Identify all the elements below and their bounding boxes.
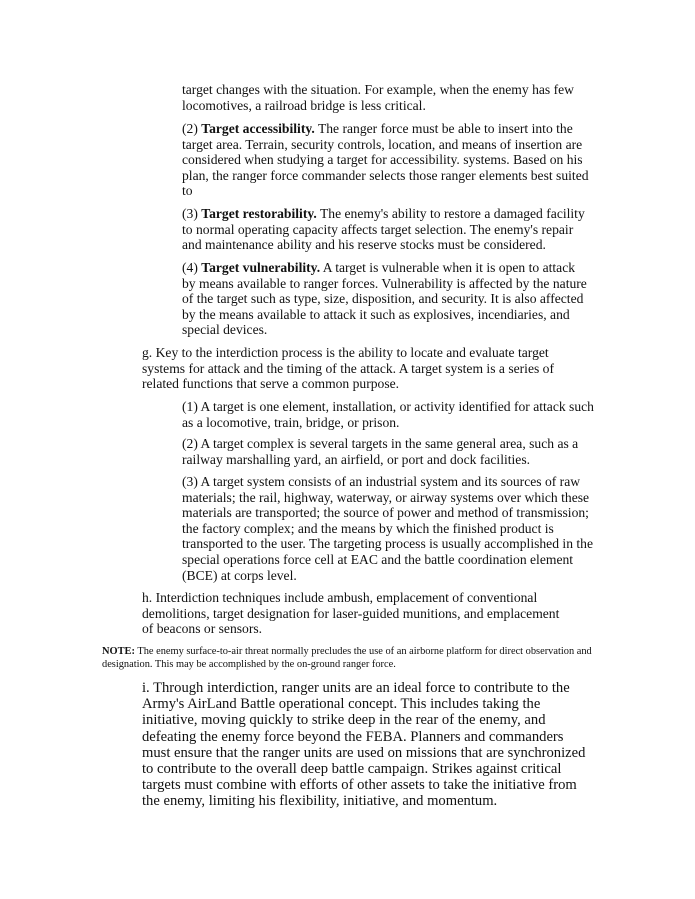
paragraph-g-interdiction-process: [142, 345, 574, 392]
paragraph-text: The enemy's ability to restore a damaged facility to normal operating capacity affects target selection. The enemy's repair and maintenance ability and his reserve stocks must be considered.: [182, 206, 585, 253]
paragraph-text: (2) A target complex is several targets in the same general area, such as a railway marshalling yard, an airfield, or port and dock facilities.: [182, 436, 579, 467]
paragraph-text: g. Key to the interdiction process is the ability to locate and evaluate target systems for attack and the timing of the attack. A target system is a series of related functions that serve a common purpose.: [142, 345, 554, 392]
paragraph-target-restorability: [182, 206, 592, 253]
paragraph-number: (2): [182, 121, 198, 136]
paragraph-i-airland-battle: [142, 680, 594, 810]
paragraph-text: (3) A target system consists of an industrial system and its sources of raw materials; the rail, highway, waterway, or airway systems over which these materials are transported; the source of power and method of transmission; the factory complex; and the means by which the finished product is transported to the user. The targeting process is usually accomplished in the special operations force cell at EAC and the battle coordination element (BCE) at corps level.: [182, 474, 593, 583]
paragraph-text: h. Interdiction techniques include ambush, emplacement of conventional demolitions, target designation for laser-guided munitions, and emplacement of beacons or sensors.: [142, 590, 560, 637]
note-block: [102, 646, 602, 671]
paragraph-number: (4): [182, 260, 198, 275]
paragraph-target-accessibility: [182, 121, 592, 199]
note-text: The enemy surface-to-air threat normally precludes the use of an airborne platform for direct observation and designation. This may be accomplished by the on-ground ranger force.: [102, 646, 592, 670]
paragraph-text: i. Through interdiction, ranger units are an ideal force to contribute to the Army's AirLand Battle operational concept. This includes taking the initiative, moving quickly to strike deep in the rear of the enemy, and defeating the enemy force beyond the FEBA. Planners and commanders must ensure that the ranger units are used on missions that are synchronized to contribute to the overall deep battle campaign. Strikes against critical targets must combine with efforts of other assets to take the initiative from the enemy, limiting his flexibility, initiative, and momentum.: [142, 680, 586, 810]
paragraph-g3-target-system: [182, 474, 602, 583]
paragraph-g2-target-complex: [182, 436, 602, 467]
paragraph-h-interdiction-techniques: [142, 590, 574, 637]
paragraph-text: A target is vulnerable when it is open to attack by means available to ranger forces. Vulnerability is affected by the nature of the target such as type, size, disposition, and security. It is also affected by the means available to attack it such as explosives, incendiaries, and special devices.: [182, 260, 587, 338]
paragraph-text: The ranger force must be able to insert into the target area. Terrain, security controls, location, and means of insertion are considered when studying a target for accessibility. systems. Based on his plan, the ranger force commander selects those ranger elements best suited to: [182, 121, 589, 199]
paragraph-number: (3): [182, 206, 198, 221]
paragraph-g1-target: [182, 399, 602, 430]
paragraph-term: Target accessibility.: [201, 121, 315, 136]
paragraph-text: (1) A target is one element, installation, or activity identified for attack such as a locomotive, train, bridge, or prison.: [182, 399, 594, 430]
note-label: NOTE:: [102, 646, 135, 657]
paragraph-term: Target restorability.: [201, 206, 317, 221]
paragraph-target-criticality-cont: [182, 82, 592, 113]
paragraph-term: Target vulnerability.: [201, 260, 321, 275]
paragraph-target-vulnerability: [182, 260, 592, 338]
paragraph-text: target changes with the situation. For example, when the enemy has few locomotives, a railroad bridge is less critical.: [182, 82, 574, 113]
